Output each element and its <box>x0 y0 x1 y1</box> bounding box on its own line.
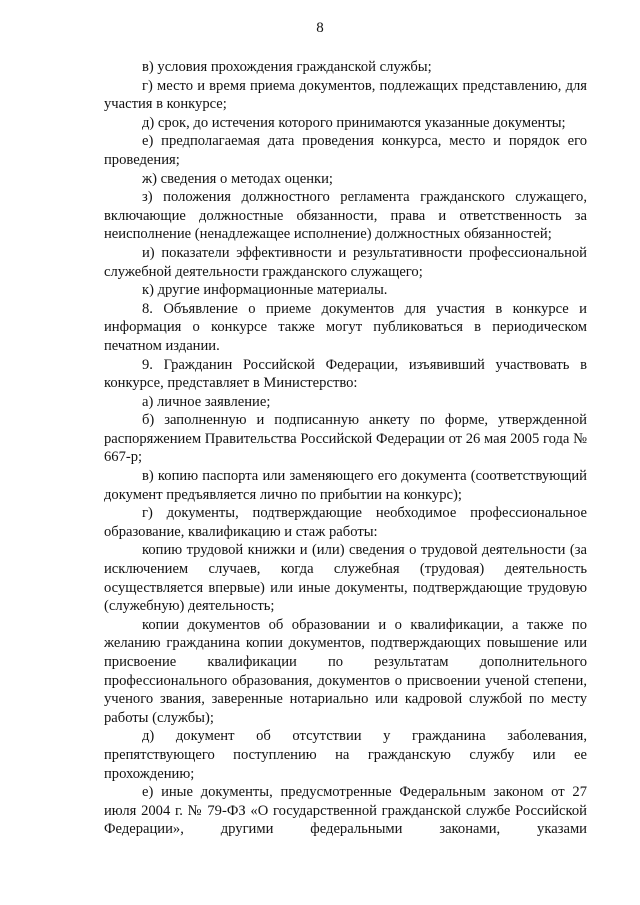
paragraph-work-record-copy: копию трудовой книжки и (или) сведения о трудовой деятельности (за исключением случаев, когда служебная (трудовая) деятельность осуществляется впервые) или иные документы, подтверждающие трудовую (служебную) деятельность; <box>104 542 587 615</box>
paragraph-b-questionnaire: б) заполненную и подписанную анкету по форме, утвержденной распоряжением Правительства Российской Федерации от 26 мая 2005 года № 667-р; <box>104 412 587 466</box>
page-number: 8 <box>316 20 324 36</box>
paragraph-z-job-regulations: з) положения должностного регламента гражданского служащего, включающие должностные обязанности, права и ответственность за неисполнение (ненадлежащее исполнение) должностных обязанностей; <box>104 189 587 243</box>
paragraph-k-other-materials: к) другие информационные материалы. <box>142 282 388 299</box>
paragraph-qualification-copies: копии документов об образовании и о квалификации, а также по желанию гражданина копии документов, подтверждающих повышение или присвоение квалификации по результатам дополнительного профессионального образования, документов о присвоении ученой степени, ученого звания, заверенные нотариально или кадровой службой по месту работы (службы); <box>104 616 587 726</box>
document-body <box>104 58 587 839</box>
paragraph-v-passport-copy: в) копию паспорта или заменяющего его документа (соответствующий документ предъявляется лично по прибытии на конкурс); <box>104 468 587 503</box>
paragraph-v-service-conditions: в) условия прохождения гражданской службы; <box>142 59 432 75</box>
paragraph-d-health-document: д) документ об отсутствии у гражданина заболевания, препятствующего поступлению на гражданскую службу или ее прохождению; <box>104 728 587 782</box>
paragraph-e-other-documents: е) иные документы, предусмотренные Федеральным законом от 27 июля 2004 г. № 79-ФЗ «О государственной гражданской службе Российской Федерации», другими федеральными законами, указами <box>104 784 587 838</box>
paragraph-zh-assessment-methods: ж) сведения о методах оценки; <box>142 170 333 187</box>
paragraph-8-announcement: 8. Объявление о приеме документов для участия в конкурсе и информация о конкурсе также могут публиковаться в периодическом печатном издании. <box>104 300 587 354</box>
paragraph-d-deadline: д) срок, до истечения которого принимаются указанные документы; <box>142 114 566 131</box>
paragraph-a-application: а) личное заявление; <box>142 393 271 410</box>
paragraph-i-performance-indicators: и) показатели эффективности и результативности профессиональной служебной деятельности гражданского служащего; <box>104 244 587 280</box>
paragraph-g-place-and-time: г) место и время приема документов, подлежащих представлению, для участия в конкурсе; <box>104 77 587 113</box>
paragraph-e-competition-date: е) предполагаемая дата проведения конкурса, место и порядок его проведения; <box>104 133 587 168</box>
paragraph-9-citizen-submits: 9. Гражданин Российской Федерации, изъявивший участвовать в конкурсе, представляет в Министерство: <box>104 356 587 392</box>
paragraph-g-education-documents: г) документы, подтверждающие необходимое профессиональное образование, квалификацию и стаж работы: <box>104 505 587 540</box>
